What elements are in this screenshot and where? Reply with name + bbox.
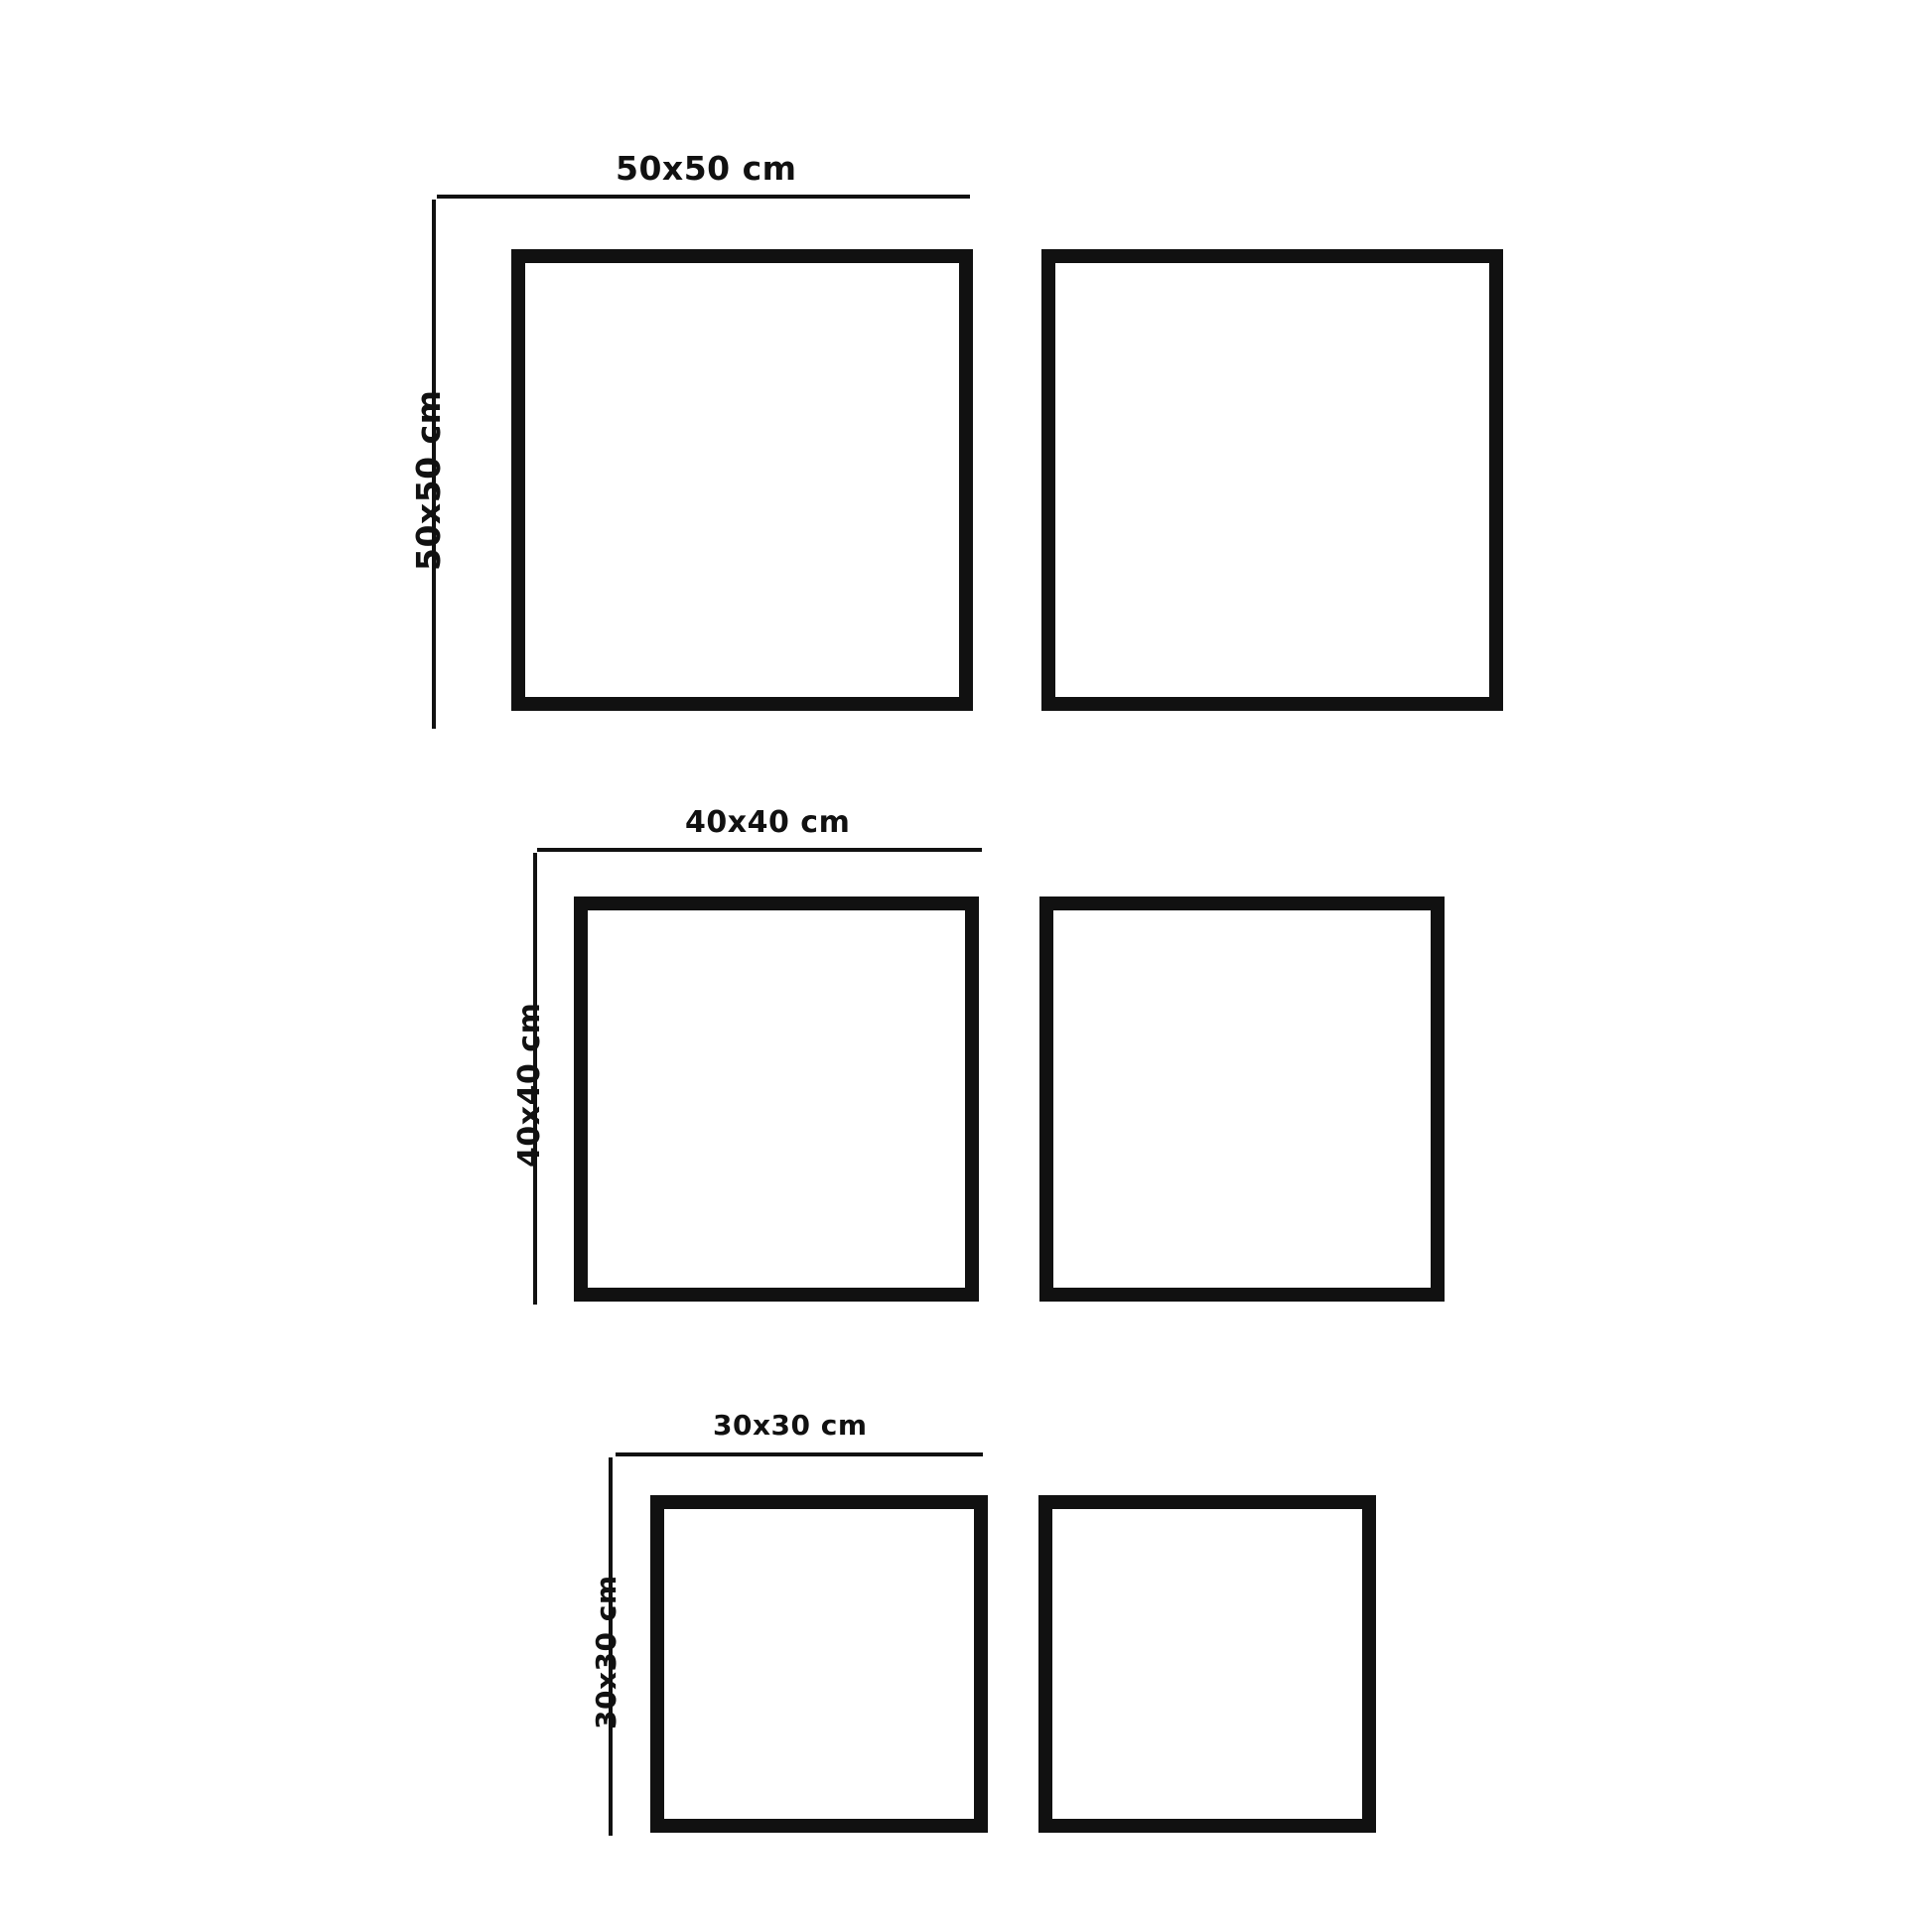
width-dimension-label-40: 40x40 cm [685,805,851,840]
width-dimension-line-50 [437,195,970,199]
height-dimension-label-30: 30x30 cm [590,1575,622,1729]
square-frame-50-right [1041,249,1503,711]
square-frame-30-left [650,1495,988,1833]
width-dimension-label-50: 50x50 cm [616,149,797,188]
square-frame-40-right [1039,897,1445,1302]
height-dimension-label-40: 40x40 cm [512,1002,547,1168]
height-dimension-label-50: 50x50 cm [409,389,448,571]
width-dimension-line-30 [616,1452,983,1456]
square-frame-40-left [574,897,979,1302]
square-frame-30-right [1038,1495,1376,1833]
width-dimension-line-40 [537,848,982,852]
square-frame-50-left [511,249,973,711]
width-dimension-label-30: 30x30 cm [713,1409,868,1442]
